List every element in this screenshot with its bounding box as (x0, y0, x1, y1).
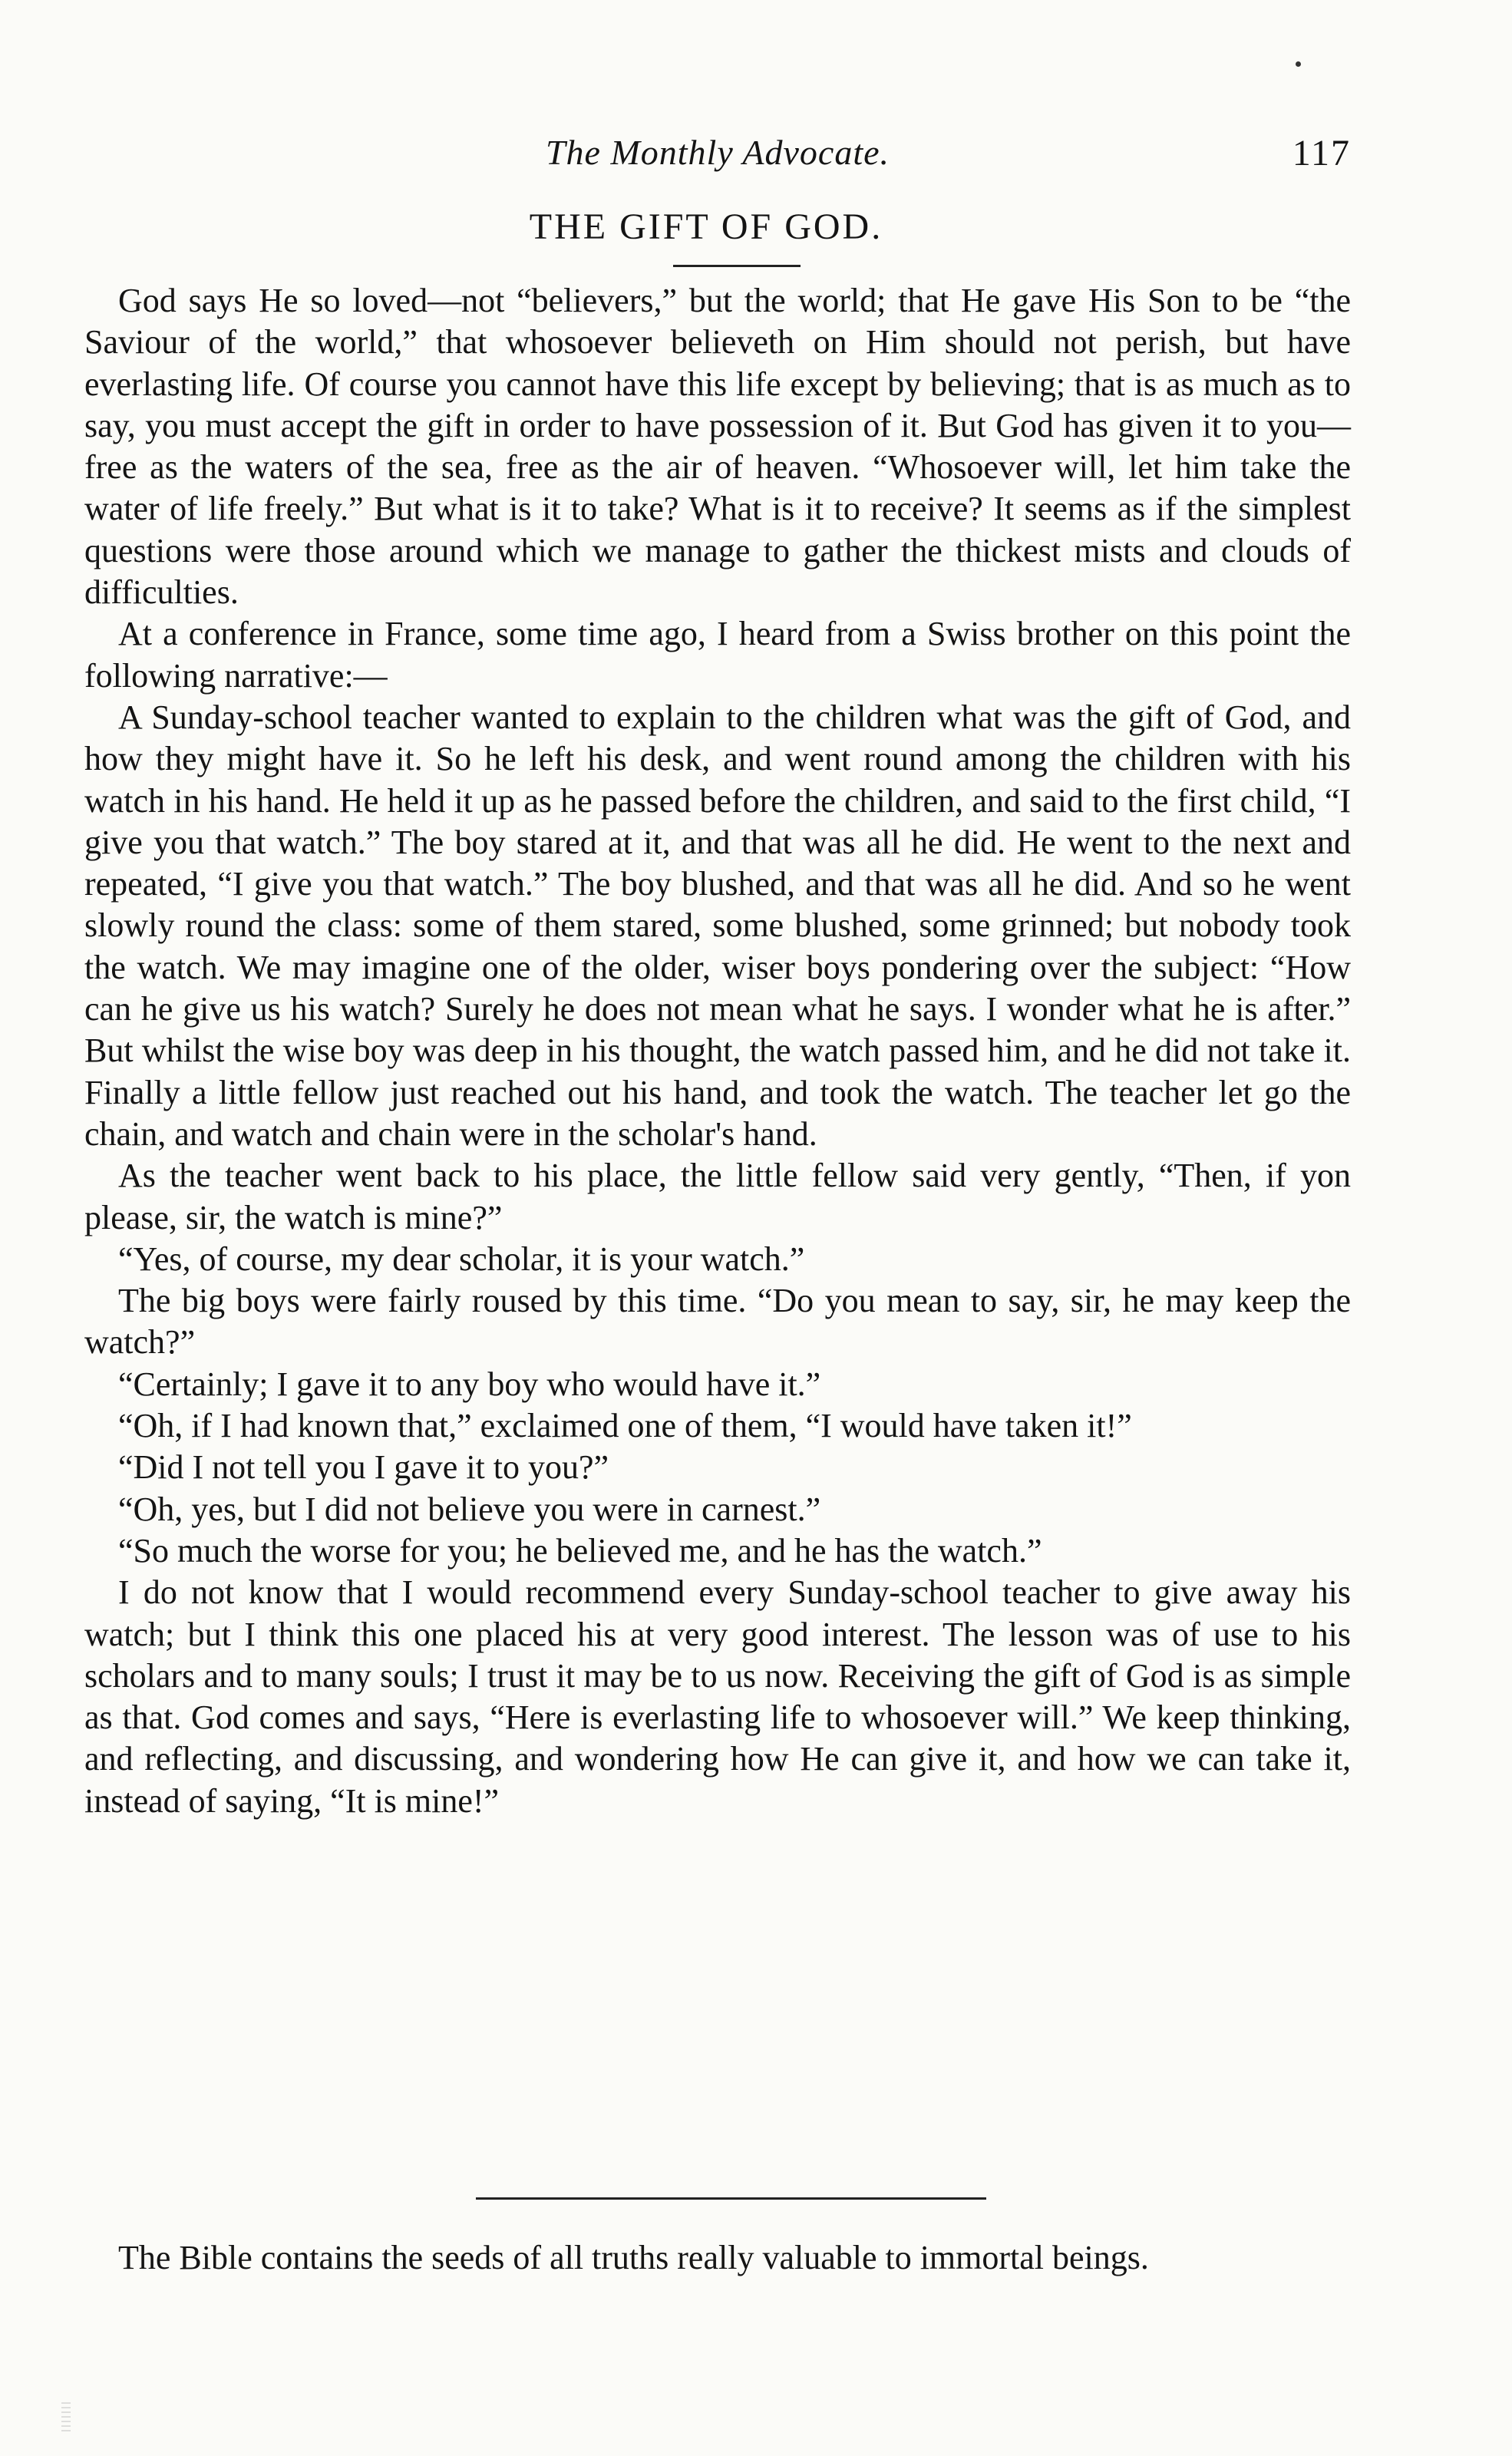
paragraph: God says He so loved—not “believers,” but the world; that He gave His Son to be “the Saviour of the world,” that whosoever believeth on Him should not perish, but have everlasting life. Of course you cannot have this life except by believing; that is as much as to say, you must accept the gift in order to have possession of it. But God has given it to you—free as the waters of the sea, free as the air of heaven. “Whosoever will, let him take the water of life freely.” But what is it to take? What is it to receive? It seems as if the simplest questions were those around which we manage to gather the thickest mists and clouds of difficulties. (84, 282, 1351, 612)
margin-mark (61, 2402, 71, 2433)
paragraph: At a conference in France, some time ago, I heard from a Swiss brother on this point the following narrative:— (84, 615, 1351, 695)
title-rule (673, 265, 801, 267)
paragraph: “So much the worse for you; he believed me, and he has the watch.” (118, 1531, 1042, 1570)
paragraph: “Did I not tell you I gave it to you?” (118, 1448, 609, 1487)
section-divider (476, 2197, 986, 2200)
paragraph: A Sunday-school teacher wanted to explain to the children what was the gift of God, and how they might have it. So he left his desk, and went round among the children with his watch in his hand. He held it up as he passed before the children, and said to the first child, “I give you that watch.” The boy stared at it, and that was all he did. He went to the next and repeated, “I give you that watch.” The boy blushed, and that was all he did. And so he went slowly round the class: some of them stared, some blushed, some grinned; but nobody took the watch. We may imagine one of the older, wiser boys pondering over the subject: “How can he give us his watch? Surely he does not mean what he says. I wonder what he is after.” But whilst the wise boy was deep in his thought, the watch passed him, and he did not take it. Finally a little fellow just reached out his hand, and took the watch. The teacher let go the chain, and watch and chain were in the scholar's hand. (84, 698, 1351, 1153)
paragraph: “Oh, yes, but I did not believe you were in carnest.” (118, 1490, 821, 1528)
page-number: 117 (1292, 133, 1351, 173)
paragraph: “Certainly; I gave it to any boy who would have it.” (118, 1365, 821, 1403)
ink-speck (1296, 61, 1301, 67)
paragraph: As the teacher went back to his place, the little fellow said very gently, “Then, if yon please, sir, the watch is mine?” (84, 1157, 1351, 1236)
paragraph: I do not know that I would recommend every Sunday-school teacher to give away his watch; but I think this one placed his at very good interest. The lesson was of use to his scholars and to many souls; I trust it may be to us now. Receiving the gift of God is as simple as that. God comes and says, “Here is everlasting life to whosoever will.” We keep thinking, and reflecting, and discussing, and wondering how He can give it, and how we can take it, instead of saying, “It is mine!” (84, 1573, 1351, 1820)
paragraph: “Oh, if I had known that,” exclaimed one of them, “I would have taken it!” (118, 1407, 1132, 1445)
article-body (84, 280, 1351, 1822)
article-title: THE GIFT OF GOD. (529, 206, 883, 247)
page-header (84, 132, 1351, 178)
paragraph: The big boys were fairly roused by this time. “Do you mean to say, sir, he may keep the watch?” (84, 1282, 1351, 1362)
closing-quote: The Bible contains the seeds of all truths really valuable to immortal beings. (118, 2239, 1149, 2276)
running-title: The Monthly Advocate. (545, 133, 890, 172)
paragraph: “Yes, of course, my dear scholar, it is your watch.” (118, 1240, 805, 1278)
